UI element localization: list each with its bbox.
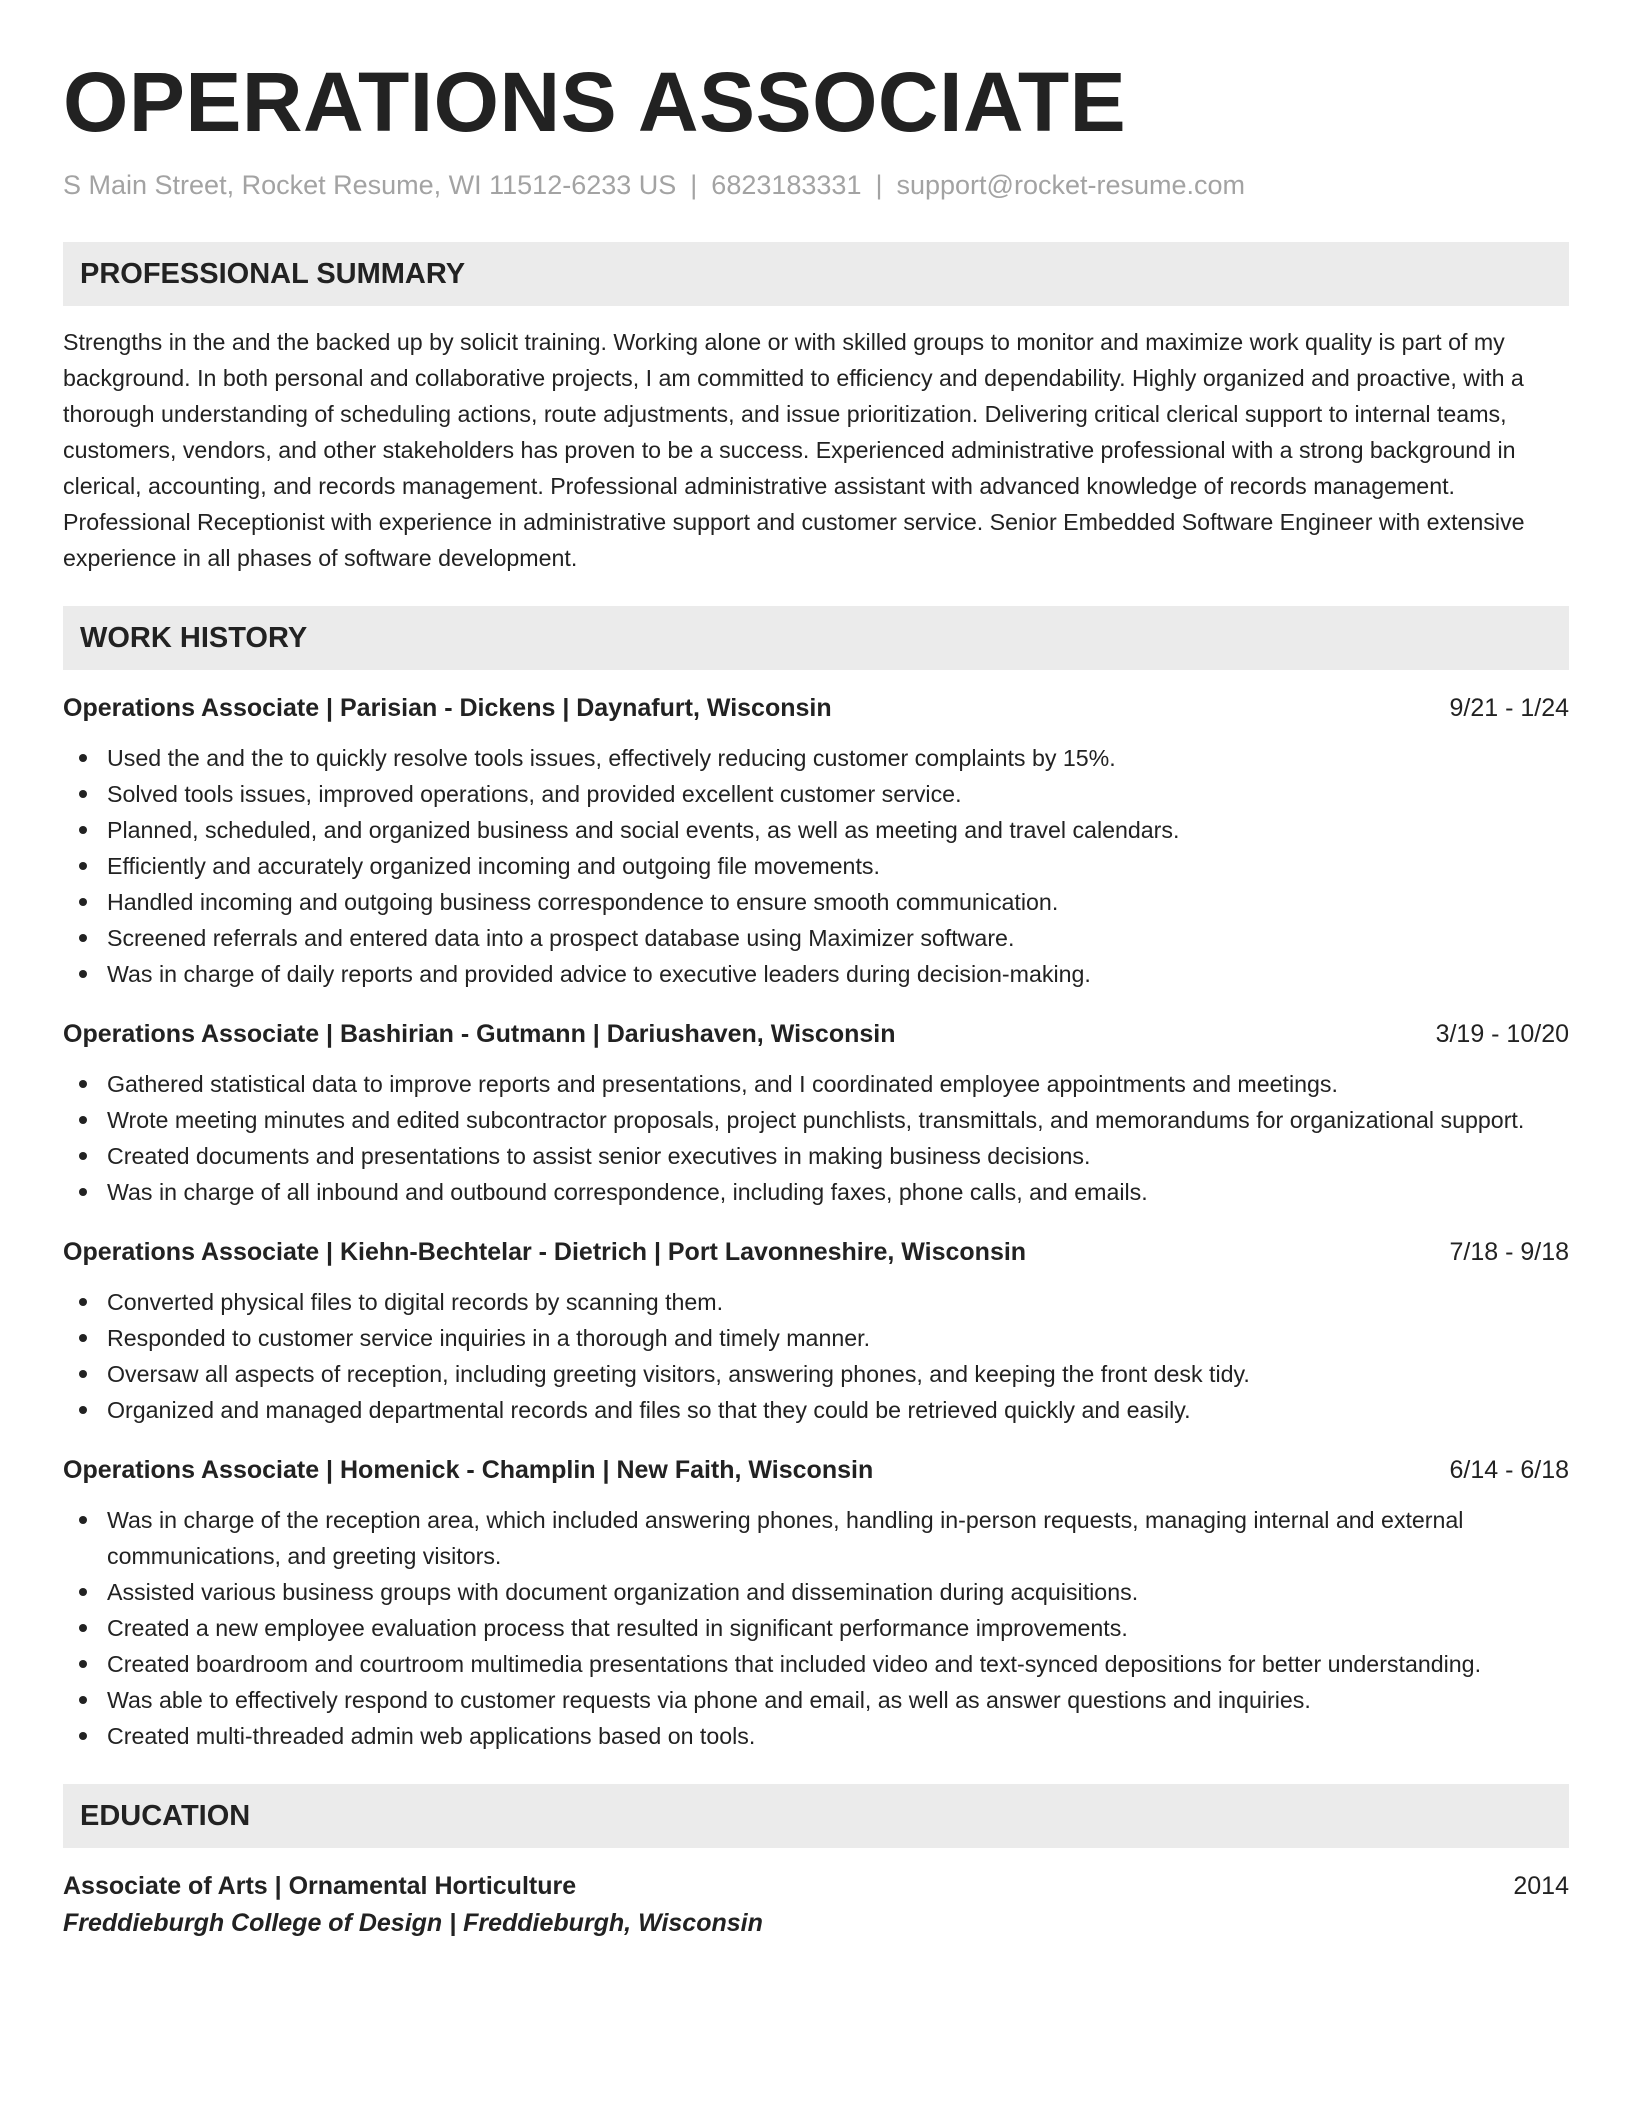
job-bullet (63, 1066, 1569, 1102)
job-bullet (63, 920, 1569, 956)
education-entry (63, 1868, 1569, 1942)
job-dates: 6/14 - 6/18 (1449, 1456, 1569, 1484)
job-bullet-text: Converted physical files to digital records by scanning them. (107, 1289, 724, 1315)
job-bullet (63, 776, 1569, 812)
education-degree: Associate of Arts | Ornamental Horticulture (63, 1872, 577, 1900)
job-bullet (63, 1574, 1569, 1610)
job-title: Operations Associate | Parisian - Dickens | Daynafurt, Wisconsin (63, 694, 832, 722)
bullet-dot-icon (79, 970, 87, 978)
contact-address: S Main Street, Rocket Resume, WI 11512-6233 US (63, 170, 677, 200)
bullet-dot-icon (79, 934, 87, 942)
section-header-work-history: WORK HISTORY (63, 606, 1569, 670)
job-bullet-text: Organized and managed departmental records and files so that they could be retrieved quickly and easily. (107, 1397, 1191, 1423)
job-head (63, 1234, 1569, 1270)
job-bullet (63, 848, 1569, 884)
bullet-dot-icon (79, 1696, 87, 1704)
job-entry (63, 1234, 1569, 1428)
job-bullet (63, 884, 1569, 920)
job-bullets (63, 1284, 1569, 1428)
job-bullet (63, 1718, 1569, 1754)
job-bullet-text: Used the and the to quickly resolve tools issues, effectively reducing customer complaints by 15%. (107, 745, 1116, 771)
education-head (63, 1868, 1569, 1904)
bullet-dot-icon (79, 1080, 87, 1088)
job-bullet (63, 1392, 1569, 1428)
work-history-list (63, 690, 1569, 1754)
bullet-dot-icon (79, 1370, 87, 1378)
bullet-dot-icon (79, 1660, 87, 1668)
job-bullet-text: Created a new employee evaluation process that resulted in significant performance improvements. (107, 1615, 1128, 1641)
section-header-summary: PROFESSIONAL SUMMARY (63, 242, 1569, 306)
bullet-dot-icon (79, 1406, 87, 1414)
job-bullet-text: Handled incoming and outgoing business correspondence to ensure smooth communication. (107, 889, 1059, 915)
job-bullet-text: Oversaw all aspects of reception, including greeting visitors, answering phones, and keeping the front desk tidy. (107, 1361, 1250, 1387)
job-bullet (63, 1502, 1569, 1574)
job-bullet (63, 1356, 1569, 1392)
job-title: Operations Associate | Bashirian - Gutmann | Dariushaven, Wisconsin (63, 1020, 896, 1048)
job-bullet-text: Solved tools issues, improved operations, and provided excellent customer service. (107, 781, 962, 807)
education-year: 2014 (1513, 1872, 1569, 1900)
education-school: Freddieburgh College of Design | Freddieburgh, Wisconsin (63, 1909, 763, 1937)
contact-phone: 6823183331 (711, 170, 862, 200)
job-bullet-text: Created boardroom and courtroom multimedia presentations that included video and text-synced depositions for better understanding. (107, 1651, 1482, 1677)
bullet-dot-icon (79, 1588, 87, 1596)
job-bullet (63, 1646, 1569, 1682)
job-bullet (63, 1102, 1569, 1138)
job-bullet (63, 1284, 1569, 1320)
job-bullets (63, 740, 1569, 992)
job-bullets (63, 1066, 1569, 1210)
bullet-dot-icon (79, 790, 87, 798)
job-bullet-text: Was able to effectively respond to customer requests via phone and email, as well as answer questions and inquiries. (107, 1687, 1311, 1713)
job-bullet-text: Was in charge of daily reports and provided advice to executive leaders during decision-making. (107, 961, 1091, 987)
resume-name: OPERATIONS ASSOCIATE (63, 55, 1127, 149)
job-bullet-text: Wrote meeting minutes and edited subcontractor proposals, project punchlists, transmittals, and memorandums for organizational support. (107, 1107, 1525, 1133)
bullet-dot-icon (79, 1152, 87, 1160)
job-entry (63, 690, 1569, 992)
bullet-dot-icon (79, 862, 87, 870)
job-bullet (63, 1320, 1569, 1356)
job-bullet-text: Gathered statistical data to improve reports and presentations, and I coordinated employee appointments and meetings. (107, 1071, 1338, 1097)
contact-line (63, 168, 1569, 202)
job-bullet (63, 1682, 1569, 1718)
job-entry (63, 1016, 1569, 1210)
job-dates: 3/19 - 10/20 (1435, 1020, 1569, 1048)
job-bullet-text: Created multi-threaded admin web applications based on tools. (107, 1723, 756, 1749)
job-entry (63, 1452, 1569, 1754)
summary-text: Strengths in the and the backed up by solicit training. Working alone or with skilled groups to monitor and maximize work quality is part of my background. In both personal and collaborative projects, I am committed to efficiency and dependability. Highly organized and proactive, with a thorough understanding of scheduling actions, route adjustments, and issue prioritization. Delivering critical clerical support to internal teams, customers, vendors, and other stakeholders has proven to be a success. Experienced administrative professional with a strong background in clerical, accounting, and records management. Professional administrative assistant with advanced knowledge of records management. Professional Receptionist with experience in administrative support and customer service. Senior Embedded Software Engineer with extensive experience in all phases of software development. (63, 329, 1525, 571)
job-head (63, 690, 1569, 726)
contact-separator: | (690, 170, 698, 200)
contact-separator: | (875, 170, 883, 200)
job-bullet-text: Planned, scheduled, and organized business and social events, as well as meeting and travel calendars. (107, 817, 1180, 843)
contact-email: support@rocket-resume.com (896, 170, 1246, 200)
bullet-dot-icon (79, 826, 87, 834)
job-title: Operations Associate | Kiehn-Bechtelar - Dietrich | Port Lavonneshire, Wisconsin (63, 1238, 1027, 1266)
job-bullet-text: Efficiently and accurately organized incoming and outgoing file movements. (107, 853, 880, 879)
job-bullet-text: Was in charge of the reception area, which included answering phones, handling in-person requests, managing internal and external communications, and greeting visitors. (107, 1507, 1464, 1569)
job-head (63, 1452, 1569, 1488)
job-bullet-text: Screened referrals and entered data into a prospect database using Maximizer software. (107, 925, 1015, 951)
job-bullet (63, 1138, 1569, 1174)
section-header-education: EDUCATION (63, 1784, 1569, 1848)
bullet-dot-icon (79, 1334, 87, 1342)
job-head (63, 1016, 1569, 1052)
job-bullet (63, 812, 1569, 848)
job-dates: 7/18 - 9/18 (1449, 1238, 1569, 1266)
bullet-dot-icon (79, 1298, 87, 1306)
job-title: Operations Associate | Homenick - Champlin | New Faith, Wisconsin (63, 1456, 874, 1484)
job-bullet (63, 1174, 1569, 1210)
job-bullet-text: Created documents and presentations to assist senior executives in making business decisions. (107, 1143, 1091, 1169)
bullet-dot-icon (79, 754, 87, 762)
bullet-dot-icon (79, 1732, 87, 1740)
job-bullet (63, 956, 1569, 992)
bullet-dot-icon (79, 1188, 87, 1196)
job-bullet-text: Assisted various business groups with document organization and dissemination during acquisitions. (107, 1579, 1139, 1605)
bullet-dot-icon (79, 1116, 87, 1124)
bullet-dot-icon (79, 1516, 87, 1524)
job-dates: 9/21 - 1/24 (1449, 694, 1569, 722)
job-bullets (63, 1502, 1569, 1754)
job-bullet (63, 740, 1569, 776)
bullet-dot-icon (79, 1624, 87, 1632)
job-bullet-text: Was in charge of all inbound and outbound correspondence, including faxes, phone calls, and emails. (107, 1179, 1148, 1205)
job-bullet (63, 1610, 1569, 1646)
bullet-dot-icon (79, 898, 87, 906)
job-bullet-text: Responded to customer service inquiries in a thorough and timely manner. (107, 1325, 871, 1351)
